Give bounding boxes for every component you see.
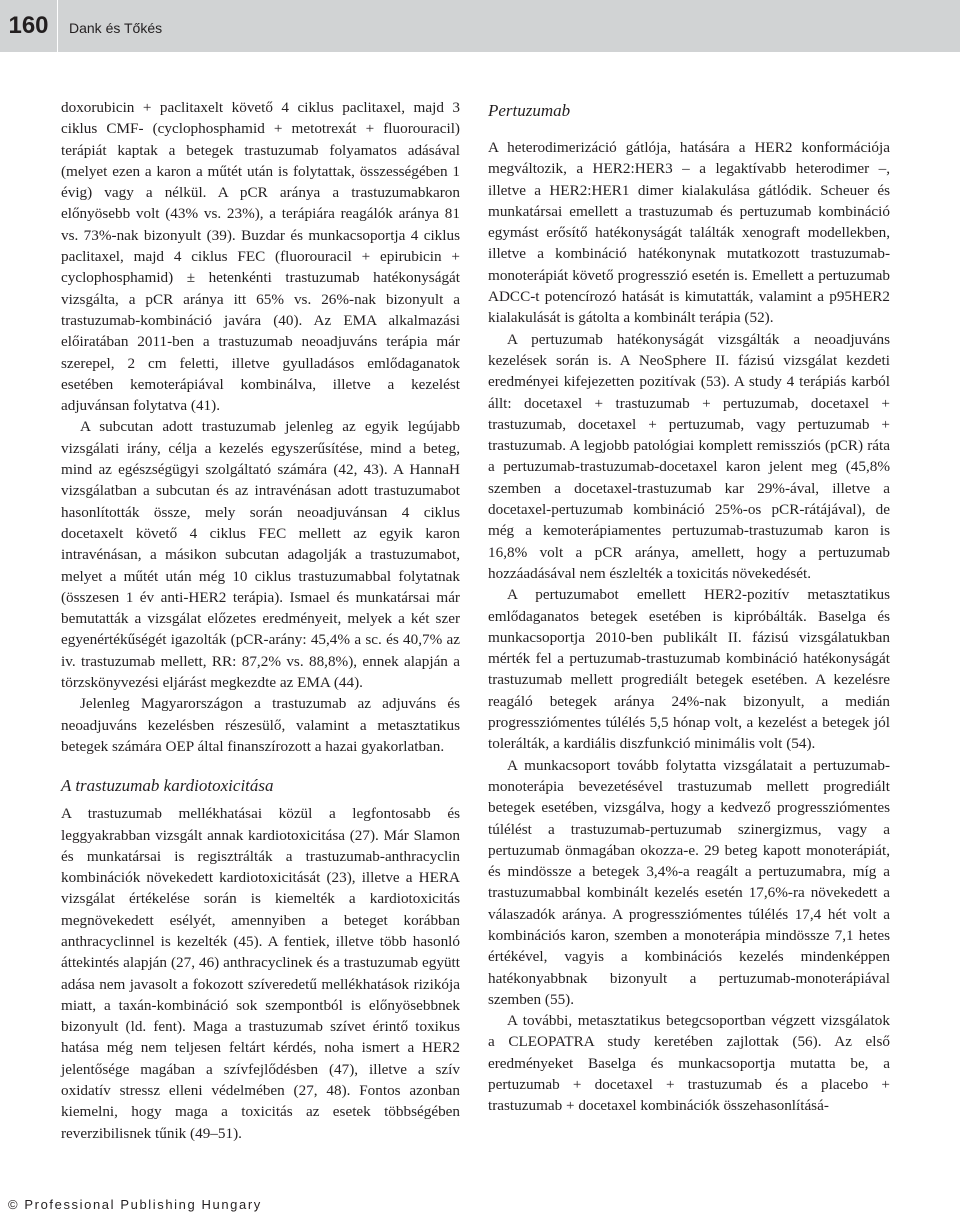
section-heading-pertuzumab: Pertuzumab xyxy=(488,101,571,120)
left-column xyxy=(61,97,460,1144)
right-paragraph-3: A pertuzumabot emellett HER2-pozitív metasztatikus emlődaganatos betegek esetében is kipróbálták. Baselga és munkacsoportja 2010-ben publikált II. fázisú vizsgálatukban mérték fel a pertuzumab-trastuzumab kombináció hatékonyságát trastuzumab mellett progrediált betegek esetében. A kezelésre reagáló betegek aránya 24%-nak bizonyult, a medián progressziómentes túlélés 5,5 hónap volt, a kezelést a betegek jól tolerálták, a kardiális diszfunkció minimális volt (54). xyxy=(488,586,890,753)
left-paragraph-3: Jelenleg Magyarországon a trastuzumab az adjuváns és neoadjuváns kezelésben részesülő, valamint a metasztatikus betegek számára OEP által finanszírozott a hazai gyakorlatban. xyxy=(61,695,460,755)
right-column xyxy=(488,97,890,1117)
right-paragraph-4: A munkacsoport tovább folytatta vizsgálatait a pertuzumab-monoterápia bevezetésével trastuzumab mellett progrediált betegek esetében, vizsgálva, hogy a kedvező progressziómentes túlélést a trastuzumab-pertuzumab szinergizmus, vagy a pertuzumab önmagában okozza-e. 29 beteg kapott monoterápiát, és mindössze a betegek 3,4%-a reagált a pertuzumabra, míg a trastuzumabbal kombinált kezelés esetén 17,6%-ra növekedett a válaszadók aránya. A progressziómentes túlélés 17,4 hét volt a kombinációs karon, szemben a monoterápia mindössze 7,1 hetes értékével, vagyis a kombinációs kezelés mindenképpen hatékonyabbnak bizonyult a pertuzumab-monoterápiával szemben (55). xyxy=(488,756,890,1008)
page-header xyxy=(0,0,960,52)
page-footer xyxy=(0,1183,960,1217)
left-paragraph-4: A trastuzumab mellékhatásai közül a legfontosabb és leggyakrabban vizsgált annak kardiotoxicitása (27). Már Slamon és munkatársai is regisztrálták a trastuzumab-anthracyclin kombinációk növekedett kardiotoxicitását (23), illetve a HERA vizsgálat értékelése során is kiemelték a kardiotoxicitás megnövekedett esélyét, amennyiben a beteget korábban anthracyclinnel is kezelték (45). A fentiek, illetve több hasonló áttekintés alapján (27, 46) anthracyclinek és a trastuzumab együtt adása nem javasolt a fokozott szíveredetű mellékhatások rizikója miatt, a taxán-kombináció sok szempontból is előnyösebbnek bizonyult (ld. fent). Maga a trastuzumab szívet érintő toxikus hatása még nem teljesen feltárt kérdés, noha ismert a HER2 jelentősége magában a szívfejlődésben (47), illetve a szív oxidatív stressz elleni védelmében (27, 48). Fontos azonban kiemelni, hogy maga a toxicitás az esetek többségében reverzibilisnek tűnik (49–51). xyxy=(61,805,460,1142)
section-heading-cardiotoxicity: A trastuzumab kardiotoxicitása xyxy=(61,776,274,796)
copyright-text: © Professional Publishing Hungary xyxy=(8,1197,262,1212)
left-paragraph-1: doxorubicin + paclitaxelt követő 4 ciklus paclitaxel, majd 3 ciklus CMF- (cyclophosphamid + metotrexát + fluorouracil) terápiát kaptak a betegek trastuzumab folyamatos adásával (melyet ezen a karon a műtét után is folytattak, összességében 1 évig) vagy a nélkül. A pCR aránya a trastuzumabkaron előnyösebb volt (43% vs. 23%), a terápiára reagálók aránya 81 vs. 73%-nak bizonyult (39). Buzdar és munkacsoportja 4 ciklus paclitaxel, majd 4 ciklus FEC (fluorouracil + epirubicin + cyclophosphamid) ± hetenkénti trastuzumab hatékonyságát vizsgálta, a pCR aránya itt 65% vs. 26%-nak bizonyult a trastuzumab-kombináció javára (40). Az EMA alkalmazási előiratában 2011-ben a trastuzumab neoadjuváns terápia már szerepel, 2 cm feletti, illetve gyulladásos emlődaganatok esetében kemoterápiával kombinálva, illetve a kezelést adjuvánsan folytatva (41). xyxy=(61,99,460,415)
right-paragraph-5: A további, metasztatikus betegcsoportban végzett vizsgálatok a CLEOPATRA study keretében zajlottak (56). Az első eredményeket Baselga és munkacsoportja mutatta be, a pertuzumab + docetaxel + trastuzumab és a placebo + trastuzumab + docetaxel kombinációk összehasonlításá- xyxy=(488,1012,890,1115)
right-paragraph-2: A pertuzumab hatékonyságát vizsgálták a neoadjuváns kezelések során is. A NeoSphere II. fázisú vizsgálat kezdeti eredményei kifejezetten pozitívak (53). A study 4 terápiás karból állt: docetaxel + trastuzumab + pertuzumab, docetaxel + trastuzumab, docetaxel + pertuzumab, vagy pertuzumab + trastuzumab. A legjobb patológiai komplett remissziós (pCR) ráta a pertuzumab-trastuzumab-docetaxel karon jelent meg (45,8% szemben a docetaxel-trastuzumab kar 29%-ával, illetve a docetaxel-pertuzumab kombináció 25%-os pCR-rátájával), de még a kemoterápiamentes pertuzumab-trastuzumab karon is 16,8% volt a pCR aránya, amellett, hogy a pertuzumab hozzáadásával nem észlelték a toxicitás növekedését. xyxy=(488,330,890,582)
right-paragraph-1: A heterodimerizáció gátlója, hatására a HER2 konformációja megváltozik, a HER2:HER3 – a legaktívabb heterodimer –, illetve a HER2:HER1 dimer kialakulása gátlódik. Scheuer és munkatársai emellett a trastuzumab és pertuzumab kombináció egymást erősítő hatékonyságát találták xenograft modellekben, illetve a kombináció hatékonynak mutatkozott trastuzumab-monoterápiát követő progresszió esetén is. Emellett a pertuzumab ADCC-t potencírozó hatását is kimutatták, valamint a p95HER2 kialakulását is gátolta a kombinált terápia (52). xyxy=(488,139,890,327)
page-number: 160 xyxy=(0,0,58,52)
left-paragraph-2: A subcutan adott trastuzumab jelenleg az egyik legújabb vizsgálati irány, célja a kezelés egyszerűsítése, mind a beteg, mind az egészségügyi szolgáltató számára (42, 43). A HannaH vizsgálatban a subcutan és az intravénásan adott trastuzumabot hasonlították össze, mely során neoadjuvánsan 4 ciklus docetaxelt követő 4 ciklus FEC mellett az egyik karon intravénásan, a másikon subcutan adagolják a trastuzumabot, melyet a műtét után még 10 ciklus trastuzumabbal folytatnak (összesen 1 év anti-HER2 terápia). Ismael és munkatársai már bemutatták a vizsgálat előzetes eredményeit, melyek a két szer egyenértékűségét igazolták (pCR-arány: 45,4% a sc. és 40,7% az iv. trastuzumab mellett, RR: 87,2% vs. 88,8%), ennek alapján a törzskönyvezési eljárást megkezdte az EMA (44). xyxy=(61,418,460,692)
running-head: Dank és Tőkés xyxy=(69,20,163,36)
